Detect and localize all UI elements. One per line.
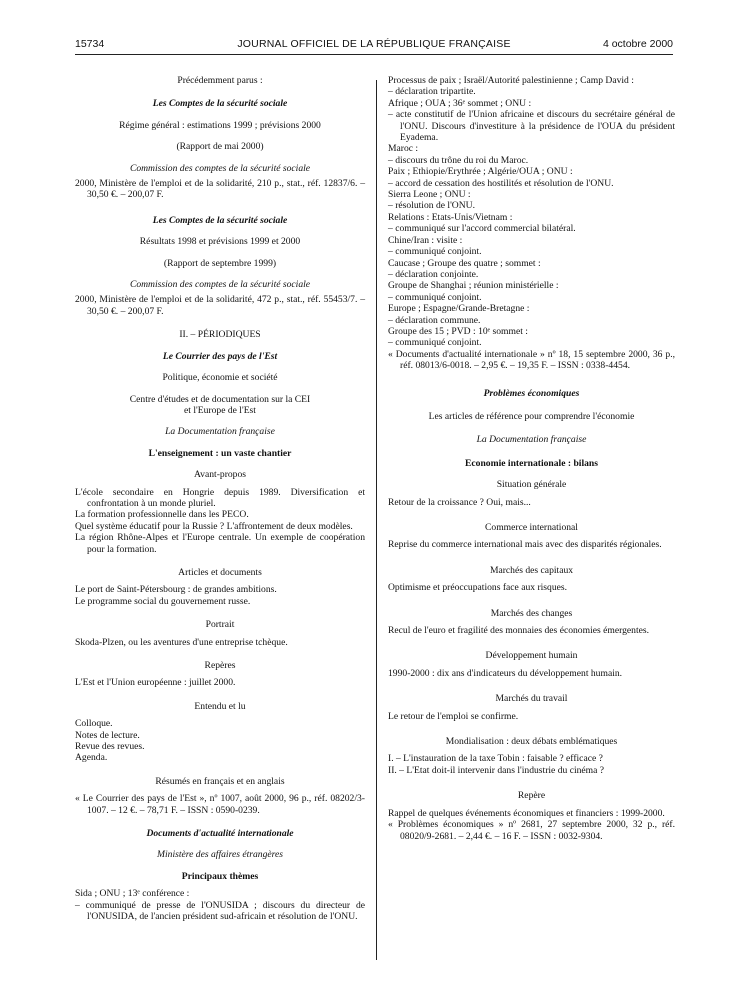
courrier-ref: « Le Courrier des pays de l'Est », nº 1007, août 2000, 96 p., réf. 08202/3-1007. – 12 €. – 78,71 F. – ISSN : 0590-0239. (75, 793, 365, 816)
dai-detail: – déclaration commune. (388, 314, 481, 326)
list-item: Quel système éducatif pour la Russie ? L'affrontement de deux modèles. (75, 520, 353, 532)
periodiques-heading: II. – PÉRIODIQUES (179, 329, 261, 341)
comptes1-subtitle: Régime général : estimations 1999 ; prévisions 2000 (119, 119, 321, 131)
dai-topic: Chine/Iran : visite : (388, 234, 463, 246)
dai-topic: Europe ; Espagne/Grande-Bretagne : (388, 303, 530, 315)
dai-topic: Paix ; Ethiopie/Erythrée ; Algérie/OUA ; ONU : (388, 166, 573, 178)
dai-detail: – communiqué conjoint. (388, 337, 482, 349)
comptes2-title: Les Comptes de la sécurité sociale (152, 214, 288, 226)
dai-detail: – résolution de l'ONU. (388, 200, 475, 212)
dai-detail: – communiqué conjoint. (388, 291, 482, 303)
list-item: Notes de lecture. (75, 729, 140, 741)
dai-topic: Caucase ; Groupe des quatre ; sommet : (388, 257, 541, 269)
pe-section-heading: Marchés des changes (490, 607, 573, 619)
dai-topic: Maroc : (388, 143, 419, 155)
list-item: La région Rhône-Alpes et l'Europe centrale. Un exemple de coopération pour la formation. (75, 532, 365, 555)
articles-list (75, 584, 365, 607)
courrier-title: Le Courrier des pays de l'Est (162, 350, 278, 362)
dai-detail: – acte constitutif de l'Union africaine et discours du secrétaire général de l'ONU. Discours d'investiture à la présidence de l'OUA du président Eyadema. (388, 109, 675, 144)
list-item: II. – L'Etat doit-il intervenir dans l'industrie du cinéma ? (388, 764, 605, 776)
pe-publisher: La Documentation française (476, 434, 587, 446)
dai-ministry: Ministère des affaires étrangères (156, 849, 284, 861)
list-item: I. – L'instauration de la taxe Tobin : faisable ? efficace ? (388, 753, 603, 765)
portrait-text: Skoda-Plzen, ou les aventures d'une entreprise tchèque. (75, 636, 288, 648)
reperes-heading: Repères (204, 660, 236, 671)
courrier-publisher: La Documentation française (165, 426, 275, 438)
dai-topic: Sierra Leone ; ONU : (388, 189, 471, 201)
pe-section-heading: Marchés du travail (495, 693, 568, 705)
header-rule (75, 54, 673, 55)
pe-ref: « Problèmes économiques » nº 2681, 27 septembre 2000, 32 p., réf. 08020/9-2681. – 2,44 €. – 16 F. – ISSN : 0032-9304. (388, 819, 675, 842)
pe-section-text: 1990-2000 : dix ans d'indicateurs du développement humain. (388, 667, 623, 679)
pe-section-heading: Situation générale (496, 479, 567, 491)
list-item: L'école secondaire en Hongrie depuis 1989. Diversification et confrontation à un monde pluriel. (75, 486, 365, 509)
dai-detail-sida: – communiqué de presse de l'ONUSIDA ; discours du directeur de l'ONUSIDA, de l'ancien président sud-africain et résolution de l'ONU. (75, 899, 365, 923)
repere-text: Rappel de quelques événements économiques et financiers : 1999-2000. (388, 807, 665, 819)
prev-published: Précédemment parus : (177, 75, 263, 86)
pe-section-text: Recul de l'euro et fragilité des monnaies des économies émergentes. (388, 625, 650, 637)
courrier-centre-line2: et l'Europe de l'Est (184, 404, 256, 416)
list-item: Agenda. (75, 752, 108, 764)
list-item: Le port de Saint-Pétersbourg : de grandes ambitions. (75, 584, 277, 596)
dai-topics-list (388, 75, 675, 349)
comptes2-ref: 2000, Ministère de l'emploi et de la solidarité, 472 p., stat., réf. 55453/7. – 30,50 €. – 200,07 F. (75, 294, 365, 317)
repere-heading: Repère (517, 790, 546, 802)
column-divider (376, 80, 377, 960)
pe-subtitle: Les articles de référence pour comprendre l'économie (428, 410, 635, 422)
reperes-text: L'Est et l'Union européenne : juillet 2000. (75, 677, 236, 689)
courrier-subtitle: Politique, économie et société (162, 372, 278, 384)
pe-section-text: Optimisme et préoccupations face aux risques. (388, 582, 568, 594)
dai-detail: – déclaration conjointe. (388, 268, 479, 280)
dai-topic: Afrique ; OUA ; 36ᵉ sommet ; ONU : (388, 97, 532, 109)
comptes1-ref: 2000, Ministère de l'emploi et de la solidarité, 210 p., stat., réf. 12837/6. – 30,50 €. – 200,07 F. (75, 178, 365, 201)
journal-title: JOURNAL OFFICIEL DE LA RÉPUBLIQUE FRANÇAISE (237, 38, 511, 50)
page-header (75, 38, 673, 54)
list-item: La formation professionnelle dans les PECO. (75, 509, 249, 521)
dai-ref: « Documents d'actualité internationale » nº 18, 15 septembre 2000, 36 p., réf. 08013/6-0018. – 2,95 €. – 19,35 F. – ISSN : 0338-4454. (388, 348, 675, 372)
portrait-heading: Portrait (205, 619, 235, 631)
dai-topic: Relations : Etats-Unis/Vietnam : (388, 211, 513, 223)
pe-section-heading: Marchés des capitaux (489, 564, 574, 576)
dai-detail: – déclaration tripartite. (388, 86, 476, 98)
dai-detail: – communiqué conjoint. (388, 246, 482, 258)
dai-detail: – communiqué sur l'accord commercial bilatéral. (388, 223, 576, 235)
comptes2-subtitle: Résultats 1998 et prévisions 1999 et 2000 (139, 236, 301, 248)
right-column (388, 75, 675, 842)
page-number: 15734 (75, 38, 105, 50)
list-item: Revue des revues. (75, 741, 145, 753)
avant-propos-list (75, 487, 365, 555)
dai-detail: – accord de cessation des hostilités et résolution de l'ONU. (388, 177, 614, 189)
courrier-centre-line1: Centre d'études et de documentation sur la CEI (129, 393, 311, 405)
pe-theme: Economie internationale : bilans (465, 457, 598, 469)
dai-topic: Groupe de Shanghai ; réunion ministérielle : (388, 280, 559, 292)
avant-propos-heading: Avant-propos (193, 469, 247, 481)
mondial-list (388, 753, 675, 776)
left-column (75, 75, 365, 923)
pe-section-heading: Commerce international (485, 522, 578, 533)
dai-topic: Processus de paix ; Israël/Autorité palestinienne ; Camp David : (388, 75, 634, 86)
list-item: Le programme social du gouvernement russe. (75, 595, 251, 607)
dai-themes: Principaux thèmes (181, 870, 259, 882)
list-item: Colloque. (75, 718, 113, 730)
entendu-heading: Entendu et lu (194, 700, 246, 712)
comptes1-commission: Commission des comptes de la sécurité sociale (129, 162, 311, 174)
comptes1-report: (Rapport de mai 2000) (176, 141, 264, 153)
courrier-theme: L'enseignement : un vaste chantier (148, 447, 292, 459)
articles-heading: Articles et documents (178, 566, 262, 578)
pe-title: Problèmes économiques (483, 387, 580, 399)
comptes2-commission: Commission des comptes de la sécurité sociale (129, 279, 311, 291)
mondial-heading: Mondialisation : deux débats emblématiques (445, 736, 618, 748)
resumes-heading: Résumés en français et en anglais (155, 775, 285, 787)
comptes2-report: (Rapport de septembre 1999) (163, 257, 277, 269)
dai-topic-sida: Sida ; ONU ; 13ᵉ conférence : (75, 888, 190, 900)
entendu-list (75, 718, 365, 764)
pe-section-text: Retour de la croissance ? Oui, mais... (388, 496, 531, 508)
pe-section-text: Reprise du commerce international mais avec des disparités régionales. (388, 539, 662, 551)
comptes1-title: Les Comptes de la sécurité sociale (152, 98, 288, 110)
dai-detail: – discours du trône du roi du Maroc. (388, 154, 529, 166)
pe-section-heading: Développement humain (485, 650, 578, 662)
dai-topic: Groupe des 15 ; PVD : 10ᵉ sommet : (388, 325, 528, 337)
dai-title: Documents d'actualité internationale (146, 828, 294, 840)
pe-section-text: Le retour de l'emploi se confirme. (388, 710, 519, 722)
issue-date: 4 octobre 2000 (602, 38, 673, 50)
